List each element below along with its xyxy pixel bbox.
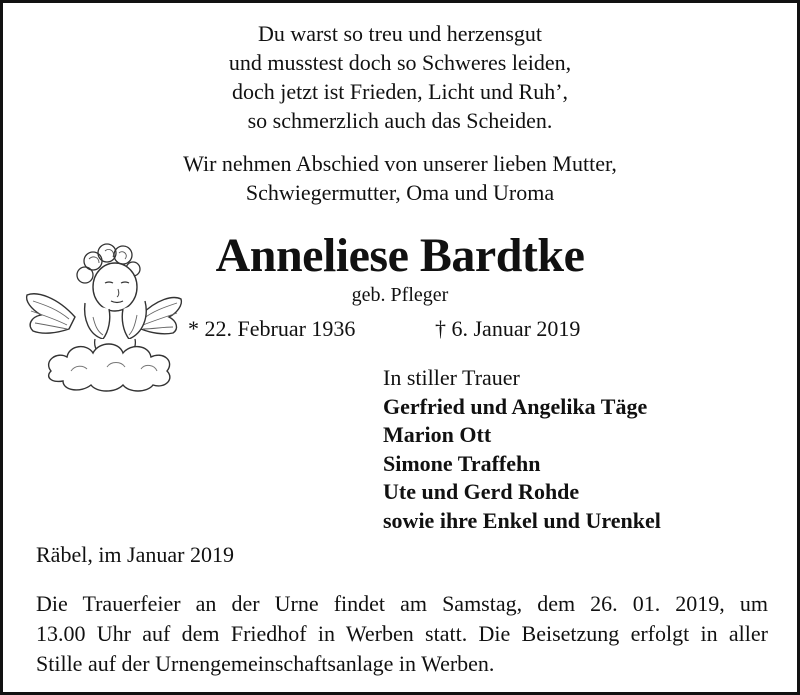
death-date: † 6. Januar 2019 [435, 316, 581, 341]
mourner-name: Ute und Gerd Rohde [383, 479, 580, 504]
mourner-name: Gerfried und Angelika Täge [383, 393, 648, 419]
farewell-intro [3, 149, 797, 207]
service-line: Die Trauerfeier an der Urne findet am Samstag, dem 26. 01. 2019, um [36, 591, 768, 616]
mourner-name: Marion Ott [383, 422, 492, 447]
mourner-name: Simone Traffehn [383, 450, 541, 476]
place-date: Räbel, im Januar 2019 [36, 542, 234, 567]
mourner-name: sowie ihre Enkel und Urenkel [383, 507, 661, 533]
poem-line: so schmerzlich auch das Scheiden. [247, 108, 553, 133]
intro-line: Schwiegermutter, Oma und Uroma [245, 180, 555, 205]
poem-line: und musstest doch so Schweres leiden, [228, 50, 572, 75]
service-line: Stille auf der Urnengemeinschaftsanlage in Werben. [36, 651, 495, 676]
service-line: 13.00 Uhr auf dem Friedhof in Werben statt. Die Beisetzung erfolgt in aller [36, 621, 768, 646]
poem-line: Du warst so treu und herzensgut [257, 21, 543, 46]
birth-date: * 22. Februar 1936 [188, 316, 356, 341]
mourners-block [383, 364, 661, 535]
mourners-intro: In stiller Trauer [383, 365, 520, 390]
maiden-name: geb. Pfleger [351, 284, 449, 306]
poem [3, 19, 797, 135]
funeral-service-info [36, 589, 768, 679]
deceased-name: Anneliese Bardtke [215, 229, 585, 282]
intro-line: Wir nehmen Abschied von unserer lieben Mutter, [183, 151, 617, 176]
poem-line: doch jetzt ist Frieden, Licht und Ruh’, [231, 79, 569, 104]
